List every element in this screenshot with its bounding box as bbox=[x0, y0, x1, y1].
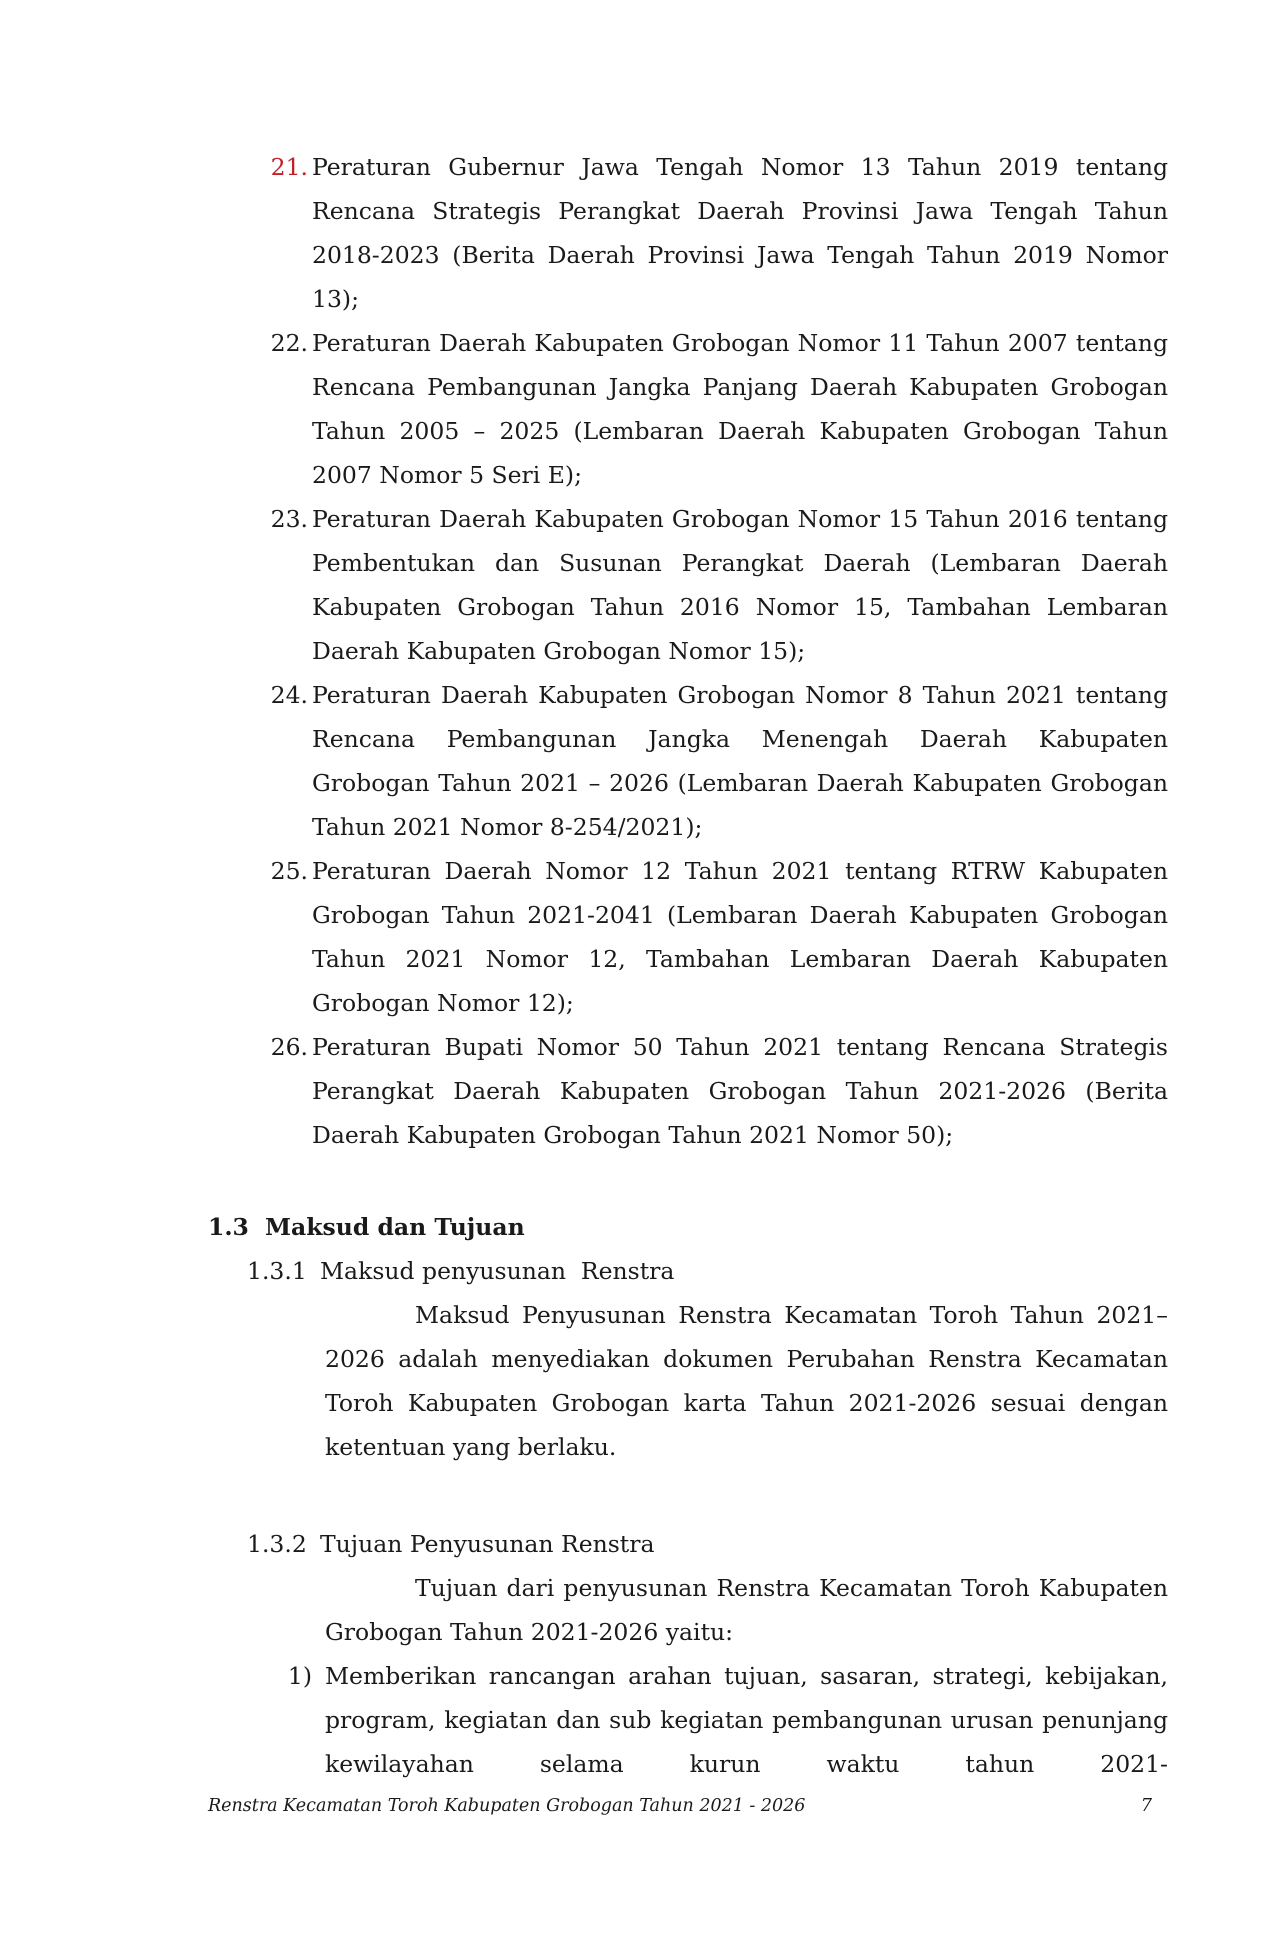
section-number: 1.3 bbox=[208, 1213, 249, 1241]
list-item bbox=[262, 321, 1168, 497]
subsection-title: Tujuan Penyusunan Renstra bbox=[320, 1530, 655, 1558]
section-title: Maksud dan Tujuan bbox=[265, 1213, 525, 1241]
goal-list bbox=[280, 1654, 1168, 1786]
list-item bbox=[262, 497, 1168, 673]
subsection-number: 1.3.2 bbox=[247, 1530, 307, 1558]
list-item-text: Memberikan rancangan arahan tujuan, sasaran, strategi, kebijakan, program, kegiatan dan sub kegiatan pembangunan urusan penunjang kewilayahan selama kurun waktu tahun 2021- bbox=[325, 1662, 1168, 1778]
list-item-number: 26. bbox=[270, 1033, 308, 1061]
list-item bbox=[262, 673, 1168, 849]
footer-title: Renstra Kecamatan Toroh Kabupaten Grobogan Tahun 2021 - 2026 bbox=[208, 1796, 806, 1816]
list-item-text: Peraturan Bupati Nomor 50 Tahun 2021 tentang Rencana Strategis Perangkat Daerah Kabupaten Grobogan Tahun 2021-2026 (Berita Daerah Kabupaten Grobogan Tahun 2021 Nomor 50); bbox=[312, 1033, 1168, 1149]
list-item-text: Peraturan Daerah Kabupaten Grobogan Nomor 11 Tahun 2007 tentang Rencana Pembangunan Jangka Panjang Daerah Kabupaten Grobogan Tahun 2005 – 2025 (Lembaran Daerah Kabupaten Grobogan Tahun 2007 Nomor 5 Seri E); bbox=[312, 329, 1168, 489]
list-item-text: Peraturan Daerah Kabupaten Grobogan Nomor 15 Tahun 2016 tentang Pembentukan dan Susunan Perangkat Daerah (Lembaran Daerah Kabupaten Grobogan Tahun 2016 Nomor 15, Tambahan Lembaran Daerah Kabupaten Grobogan Nomor 15); bbox=[312, 505, 1168, 665]
list-item-number: 22. bbox=[270, 329, 308, 357]
list-item bbox=[262, 849, 1168, 1025]
subsection-heading-maksud bbox=[247, 1249, 674, 1293]
list-item-number: 1) bbox=[287, 1662, 312, 1690]
list-item bbox=[262, 145, 1168, 321]
paragraph-tujuan: Tujuan dari penyusunan Renstra Kecamatan Toroh Kabupaten Grobogan Tahun 2021-2026 yaitu: bbox=[325, 1574, 1168, 1646]
list-item-number: 21. bbox=[270, 153, 308, 181]
list-item-text: Peraturan Daerah Kabupaten Grobogan Nomor 8 Tahun 2021 tentang Rencana Pembangunan Jangka Menengah Daerah Kabupaten Grobogan Tahun 2021 – 2026 (Lembaran Daerah Kabupaten Grobogan Tahun 2021 Nomor 8-254/2021); bbox=[312, 681, 1168, 841]
subsection-title: Maksud penyusunan Renstra bbox=[320, 1257, 675, 1285]
paragraph-maksud: Maksud Penyusunan Renstra Kecamatan Toroh Tahun 2021–2026 adalah menyediakan dokumen Perubahan Renstra Kecamatan Toroh Kabupaten Grobogan karta Tahun 2021-2026 sesuai dengan ketentuan yang berlaku. bbox=[325, 1301, 1168, 1461]
regulation-list bbox=[262, 145, 1168, 1157]
list-item-number: 24. bbox=[270, 681, 308, 709]
list-item-text: Peraturan Gubernur Jawa Tengah Nomor 13 Tahun 2019 tentang Rencana Strategis Perangkat Daerah Provinsi Jawa Tengah Tahun 2018-2023 (Berita Daerah Provinsi Jawa Tengah Tahun 2019 Nomor 13); bbox=[312, 153, 1168, 313]
subsection-heading-tujuan bbox=[247, 1522, 655, 1566]
list-item-number: 23. bbox=[270, 505, 308, 533]
list-item-number: 25. bbox=[270, 857, 308, 885]
section-heading bbox=[208, 1205, 525, 1249]
page-number: 7 bbox=[1140, 1796, 1152, 1816]
list-item bbox=[262, 1025, 1168, 1157]
list-item bbox=[280, 1654, 1168, 1786]
subsection-number: 1.3.1 bbox=[247, 1257, 307, 1285]
list-item-text: Peraturan Daerah Nomor 12 Tahun 2021 tentang RTRW Kabupaten Grobogan Tahun 2021-2041 (Lembaran Daerah Kabupaten Grobogan Tahun 2021 Nomor 12, Tambahan Lembaran Daerah Kabupaten Grobogan Nomor 12); bbox=[312, 857, 1168, 1017]
